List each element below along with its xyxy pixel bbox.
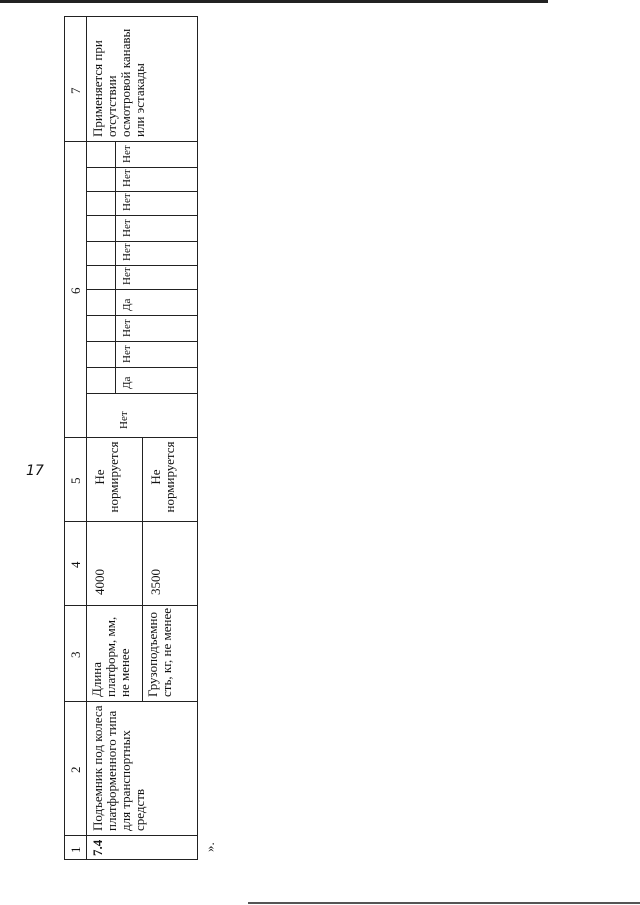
col6-value: Нет (121, 345, 133, 363)
col6-cell-line (86, 289, 197, 290)
col-divider-3-4 (65, 605, 197, 606)
col6-cell-line (86, 393, 197, 394)
header-col-3: 3 (68, 651, 83, 658)
header-col-6: 6 (68, 287, 83, 294)
scan-bottom-edge (248, 902, 640, 904)
col6-value: Нет (121, 145, 133, 163)
param-name-2: Грузоподъемность, кг, не менее (145, 607, 174, 697)
requirements-table (64, 16, 198, 860)
col6-cell-line (86, 167, 197, 168)
col6-value: Да (121, 376, 133, 389)
col6-cell-line (86, 241, 197, 242)
col6-cell-line (86, 315, 197, 316)
col6-cell-line (86, 341, 197, 342)
col6-cell-line (86, 265, 197, 266)
page-number: 17 (26, 463, 44, 479)
col-divider-4-5 (65, 521, 197, 522)
col6-value: Да (121, 298, 133, 311)
col6-value: Нет (121, 193, 133, 211)
equipment-name: Подъемник под колеса платформенного типа для транспортных средств (90, 705, 147, 831)
header-col-4: 4 (68, 561, 83, 568)
col6-cell-line (86, 215, 197, 216)
col6-value: Нет (121, 267, 133, 285)
col6-value: Нет (121, 169, 133, 187)
subrow-divider-params (142, 437, 143, 701)
col5-value-2: Не нормируется (148, 441, 177, 513)
col6-value: Нет (121, 219, 133, 237)
row-number: 7.4 (90, 839, 105, 856)
col6-value: Нет (121, 319, 133, 337)
scan-top-edge (0, 0, 548, 3)
note: Применяется при отсутствии осмотровой канавы или эстакады (90, 28, 147, 137)
col-divider-1-2 (65, 835, 197, 836)
header-col-1: 1 (68, 846, 83, 853)
param-name-1: Длина платформ, мм, не менее (89, 616, 132, 697)
col-divider-5-6 (65, 437, 197, 438)
header-separator (86, 17, 87, 859)
header-col-5: 5 (68, 477, 83, 484)
param-value-1: 4000 (92, 569, 107, 595)
param-value-2: 3500 (148, 569, 163, 595)
col6-cell-line (86, 191, 197, 192)
closing-mark: ». (202, 842, 217, 852)
header-col-2: 2 (68, 766, 83, 773)
subrow-divider-col6 (115, 141, 116, 393)
col6-cell-line (86, 367, 197, 368)
col6-value: Нет (118, 411, 130, 429)
header-col-7: 7 (68, 87, 83, 94)
col6-value: Нет (121, 243, 133, 261)
col5-value-1: Не нормируется (92, 441, 121, 513)
col-divider-6-7 (65, 141, 197, 142)
